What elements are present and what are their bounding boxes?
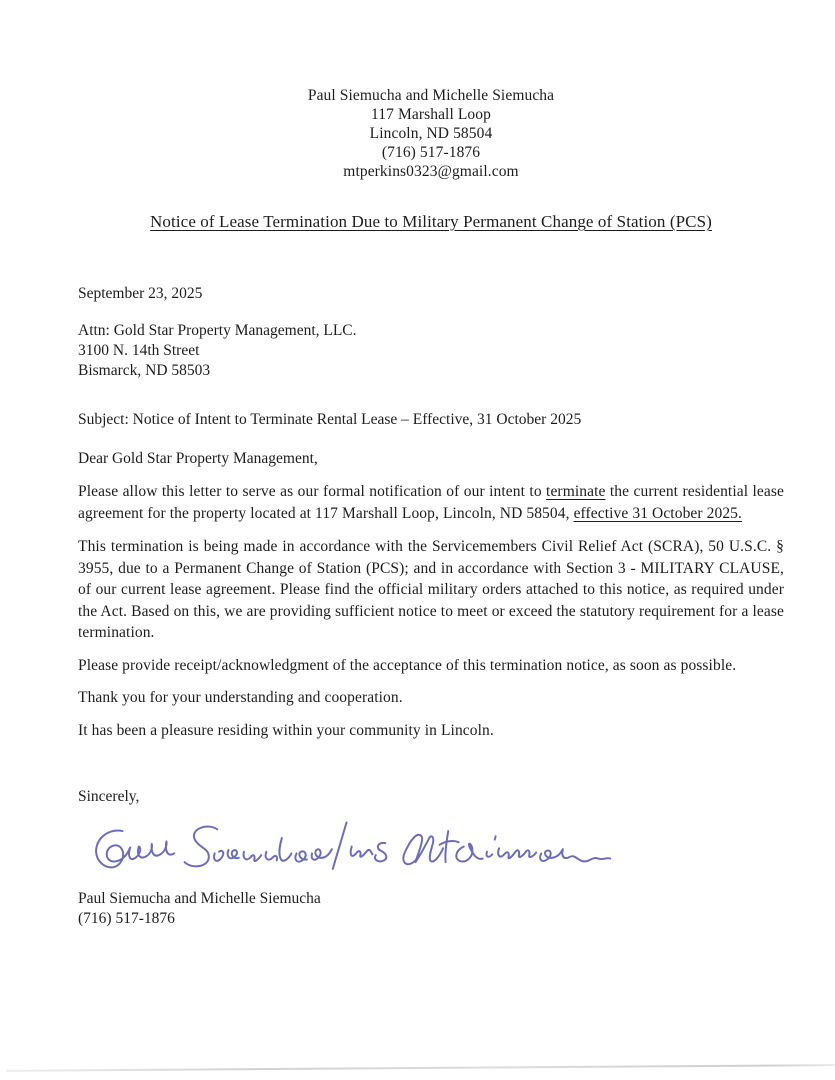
sender-address-line1: 117 Marshall Loop	[371, 106, 491, 123]
paragraph-intent-underline-terminate: terminate	[546, 483, 606, 500]
scan-edge-line	[6, 1064, 835, 1071]
recipient-attn: Attn: Gold Star Property Management, LLC.	[78, 322, 357, 339]
paragraph-intent-pre: Please allow this letter to serve as our formal notification of our intent to	[78, 483, 547, 500]
letter-title	[78, 212, 784, 232]
recipient-block	[78, 321, 784, 381]
recipient-address-line2: Bismarck, ND 58503	[78, 362, 211, 379]
paragraph-receipt-request: Please provide receipt/acknowledgment of the acceptance of this termination notice, as soon as possible.	[78, 656, 737, 674]
paragraph-scra-clause: This termination is being made in accordance with the Servicemembers Civil Relief Act (SCRA), 50 U.S.C. § 3955, due to a Permanent Change of Station (PCS); and in accordance with Section 3 - MILITARY CLAUSE, of our current lease agreement. Please find the official military orders attached to this notice, as required under the Act. Based on this, we are providing sufficient notice to meet or exceed the statutory requirement for a lease termination.	[78, 538, 784, 641]
recipient-address-line1: 3100 N. 14th Street	[78, 342, 200, 359]
sender-email: mtperkins0323@gmail.com	[343, 163, 519, 180]
paragraph-thanks: Thank you for your understanding and cooperation.	[78, 689, 403, 706]
letter-content	[78, 0, 784, 929]
signature-ink-strokes	[88, 811, 618, 889]
signature-handwriting	[88, 811, 784, 891]
signature-printed-name: Paul Siemucha and Michelle Siemucha	[78, 890, 321, 907]
sender-block	[78, 86, 784, 181]
paragraph-pleasure: It has been a pleasure residing within your community in Lincoln.	[78, 721, 494, 739]
paragraph-intent-mid: the current residential lease agreement for the property located at 117 Marshall Loop, Lincoln, ND 58504,	[78, 483, 784, 522]
closing-sincerely: Sincerely,	[78, 788, 140, 805]
signature-block	[78, 889, 784, 929]
sender-address-line2: Lincoln, ND 58504	[369, 125, 493, 142]
paragraph-termination-intent	[78, 481, 784, 524]
salutation: Dear Gold Star Property Management,	[78, 450, 318, 467]
signature-phone: (716) 517-1876	[78, 910, 175, 927]
sender-phone: (716) 517-1876	[381, 144, 481, 161]
paragraph-intent-underline-effective-date: effective 31 October 2025.	[573, 504, 743, 522]
letter-date: September 23, 2025	[78, 285, 203, 302]
letter-title-text: Notice of Lease Termination Due to Military Permanent Change of Station (PCS)	[150, 212, 712, 231]
sender-name: Paul Siemucha and Michelle Siemucha	[307, 87, 555, 104]
subject-line: Subject: Notice of Intent to Terminate Rental Lease – Effective, 31 October 2025	[78, 411, 582, 428]
